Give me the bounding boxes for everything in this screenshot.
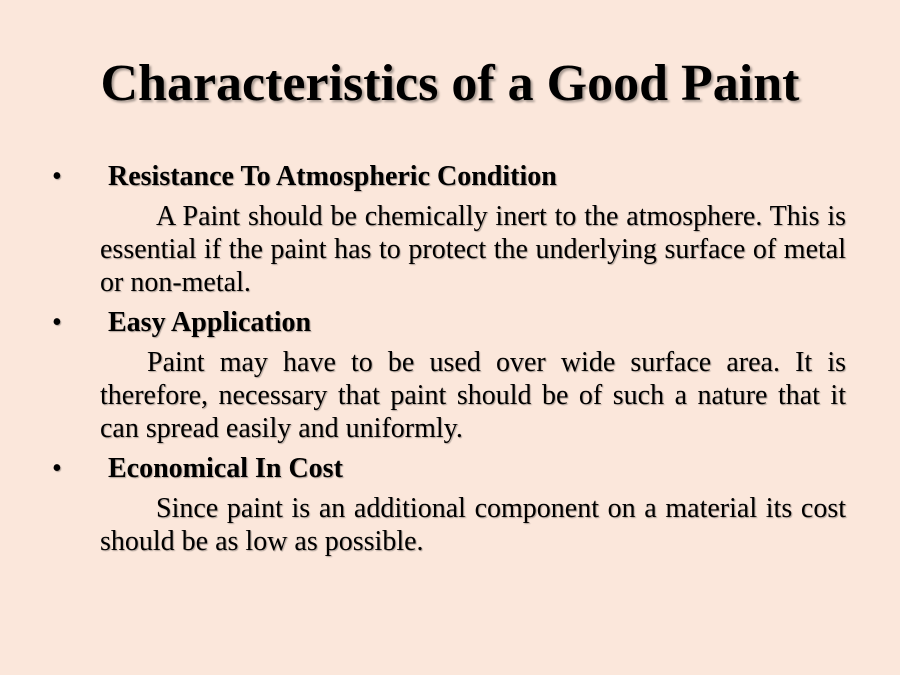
item-heading: Easy Application: [108, 307, 312, 338]
bullet-icon: •: [52, 161, 62, 192]
item-text: Since paint is an additional component on a material its cost should be as low as possible.: [100, 493, 846, 557]
item-heading: Economical In Cost: [108, 453, 343, 484]
slide-title: Characteristics of a Good Paint: [100, 55, 800, 112]
item-text: A Paint should be chemically inert to the atmosphere. This is essential if the paint has to protect the underlying surface of metal or non-metal.: [100, 201, 846, 298]
item-heading: Resistance To Atmospheric Condition: [108, 161, 557, 192]
bullet-icon: •: [52, 453, 62, 484]
bullet-icon: •: [52, 307, 62, 338]
item-text: Paint may have to be used over wide surface area. It is therefore, necessary that paint should be of such a nature that it can spread easily and uniformly.: [100, 347, 846, 444]
